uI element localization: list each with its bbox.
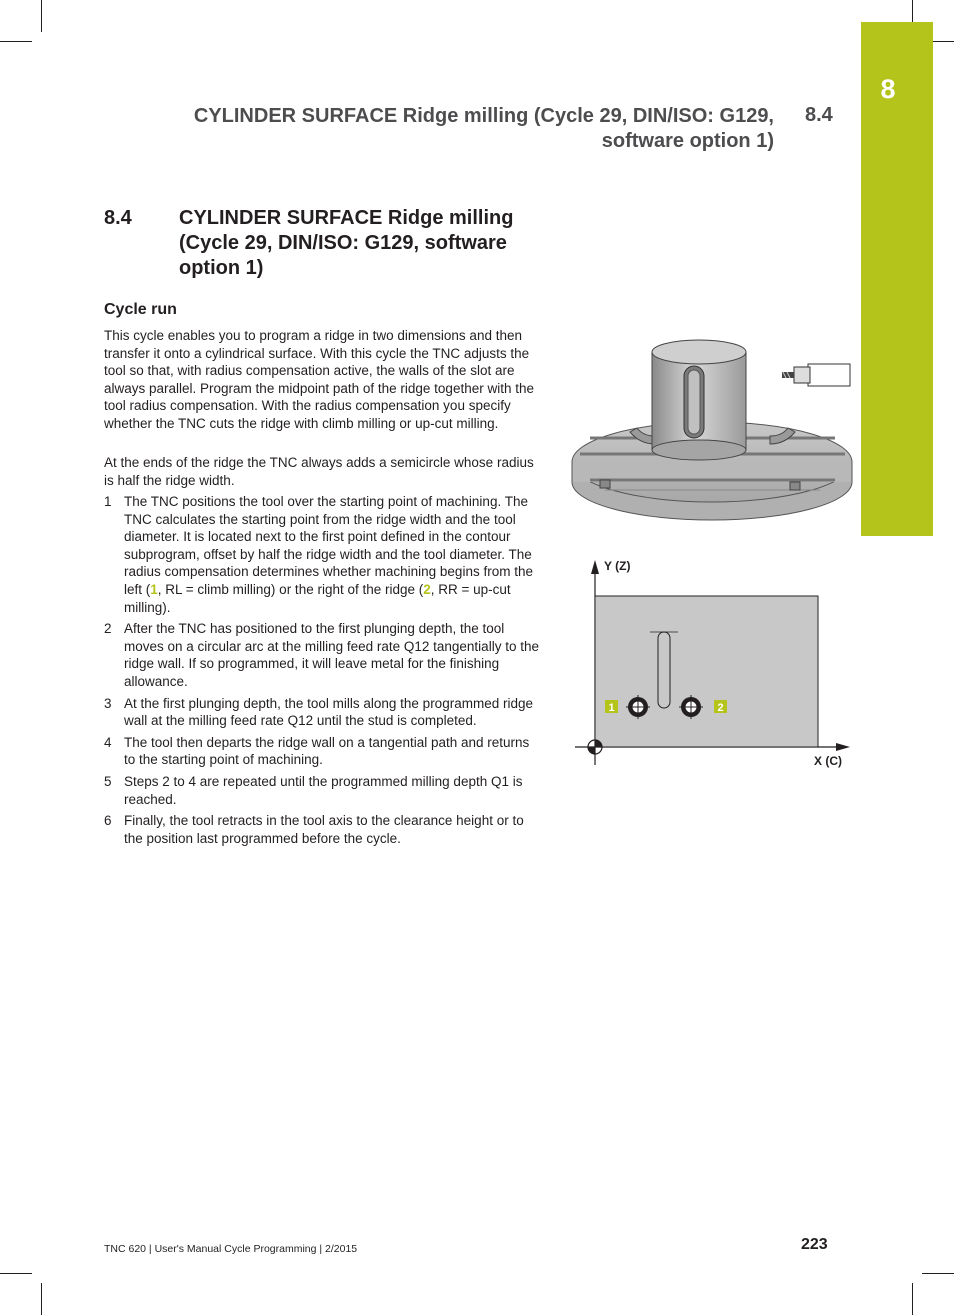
section-number: 8.4 bbox=[104, 207, 132, 229]
rotary-table-illustration bbox=[570, 330, 855, 530]
highlight-marker: 2 bbox=[423, 581, 431, 597]
y-axis-label: Y (Z) bbox=[604, 559, 631, 573]
step-number: 4 bbox=[104, 734, 112, 750]
list-item bbox=[104, 734, 544, 769]
step-text: Finally, the tool retracts in the tool axis to the clearance height or to the position last programmed before the cycle. bbox=[124, 813, 524, 846]
chapter-tab bbox=[861, 22, 933, 536]
list-item bbox=[104, 695, 544, 730]
crop-mark bbox=[0, 41, 32, 42]
step-text: The tool then departs the ridge wall on a tangential path and returns to the starting point of machining. bbox=[124, 734, 530, 768]
step-number: 2 bbox=[104, 621, 112, 637]
paragraph: This cycle enables you to program a ridge in two dimensions and then transfer it onto a cylindrical surface. With this cycle the TNC adjusts the tool so that, with radius compensation active, the walls of the slot are always parallel. Program the midpoint path of the ridge together with the tool radius compensation. With the radius compensation you specify whether the TNC cuts the ridge with climb milling or up-cut milling. bbox=[104, 328, 534, 431]
step-text: Steps 2 to 4 are repeated until the programmed milling depth Q1 is reached. bbox=[124, 773, 523, 807]
crop-mark bbox=[41, 0, 42, 32]
datum-origin-icon bbox=[588, 740, 602, 754]
highlight-marker: 1 bbox=[150, 581, 158, 597]
ridge-path-diagram bbox=[570, 550, 855, 775]
crop-mark bbox=[0, 1273, 32, 1274]
section-title: CYLINDER SURFACE Ridge milling (Cycle 29, DIN/ISO: G129, software option 1) bbox=[179, 207, 514, 279]
running-header-section-number: 8.4 bbox=[805, 104, 833, 126]
step-number: 6 bbox=[104, 813, 112, 829]
step-text: After the TNC has positioned to the first plunging depth, the tool moves on a circular arc at the milling feed rate Q12 tangentially to the ridge wall. If so programmed, it will leave metal for the finishing allowance. bbox=[124, 621, 539, 689]
list-item bbox=[104, 493, 544, 616]
step-text: The TNC positions the tool over the starting point of machining. The TNC calculates the starting point from the ridge width and the tool diameter. It is located next to the first point defined in the contour subprogram, offset by half the ridge width and the tool diameter. The radius compensation determines whether machining begins from the left ( bbox=[124, 494, 533, 597]
step-number: 1 bbox=[104, 494, 112, 509]
step-number: 5 bbox=[104, 773, 112, 789]
crop-mark bbox=[912, 1283, 913, 1315]
running-header-line1: CYLINDER SURFACE Ridge milling (Cycle 29, DIN/ISO: G129, bbox=[193, 105, 774, 127]
paragraph: At the ends of the ridge the TNC always adds a semicircle whose radius is half the ridge width. bbox=[104, 455, 534, 488]
footer-text: TNC 620 | User's Manual Cycle Programming | 2/2015 bbox=[104, 1243, 358, 1255]
x-axis-label: X (C) bbox=[814, 754, 842, 768]
list-item bbox=[104, 812, 544, 847]
running-header-line2: software option 1) bbox=[601, 130, 774, 152]
page-number: 223 bbox=[801, 1236, 828, 1253]
marker-2-label: 2 bbox=[717, 702, 724, 714]
crop-mark bbox=[41, 1283, 42, 1315]
list-item bbox=[104, 773, 544, 808]
step-list bbox=[104, 493, 544, 851]
step-text: , RR = up-cut milling). bbox=[124, 581, 511, 615]
step-text: At the first plunging depth, the tool mills along the programmed ridge wall at the milling feed rate Q12 until the stud is completed. bbox=[124, 695, 533, 729]
running-header bbox=[174, 104, 774, 154]
step-text: , RL = climb milling) or the right of the ridge ( bbox=[157, 581, 424, 597]
list-item bbox=[104, 620, 544, 690]
subsection-title: Cycle run bbox=[104, 301, 177, 318]
crop-mark bbox=[922, 1273, 954, 1274]
marker-1-label: 1 bbox=[608, 702, 615, 714]
chapter-number: 8 bbox=[880, 74, 896, 104]
step-number: 3 bbox=[104, 695, 112, 711]
